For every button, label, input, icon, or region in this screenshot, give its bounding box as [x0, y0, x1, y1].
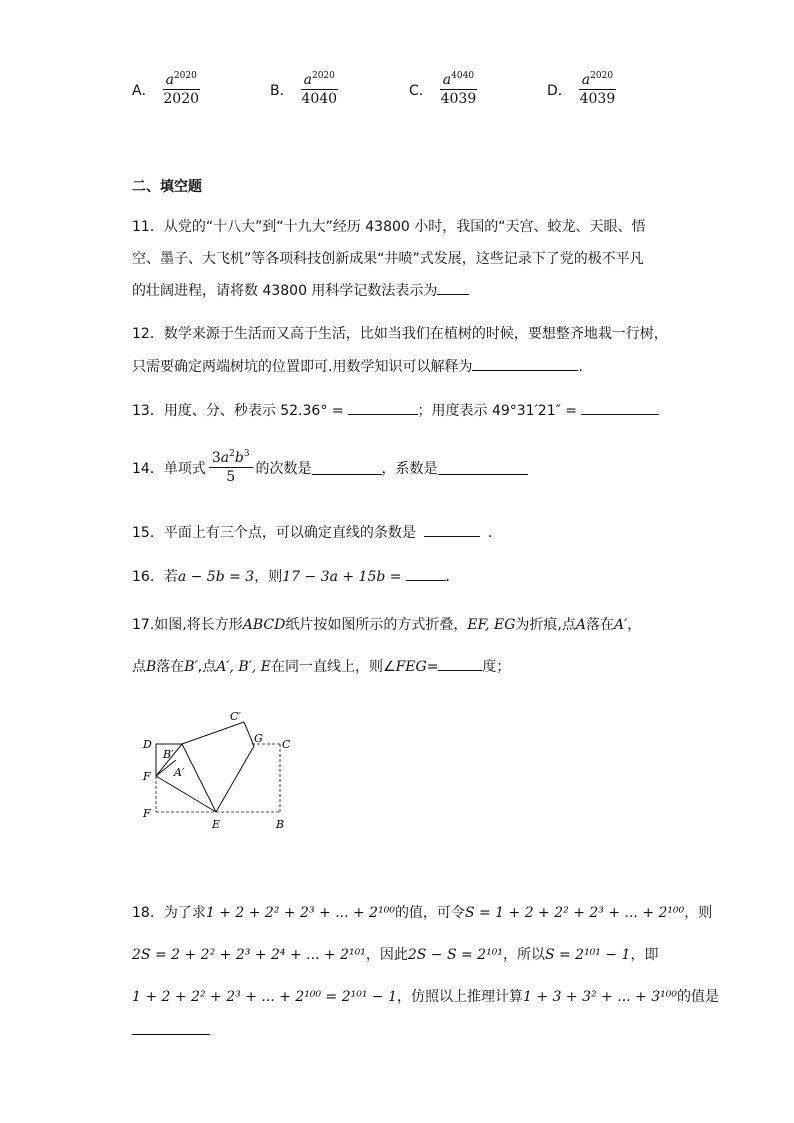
- monomial-coefficient: 3: [211, 450, 221, 466]
- edge-fa1: [156, 760, 176, 776]
- q18-math: 1 + 3 + 3² + ... + 3¹⁰⁰: [523, 989, 677, 1005]
- q17-math: FEG: [395, 659, 427, 675]
- q18-math: 1 + 2 + 2² + 2³ + ... + 2¹⁰⁰: [205, 905, 395, 921]
- q16-mid: ，则: [254, 569, 283, 585]
- q17-math: ABCD: [242, 617, 286, 633]
- fraction-exponent: 2020: [311, 71, 335, 81]
- monomial-exp-a: 2: [229, 449, 235, 459]
- label-g: G: [254, 732, 263, 745]
- option-fraction: [440, 72, 477, 107]
- q17-text: 纸片按如图所示的方式折叠，: [285, 617, 468, 633]
- answer-blank[interactable]: [438, 656, 482, 671]
- answer-blank[interactable]: [132, 1020, 210, 1035]
- option-c: [409, 72, 480, 107]
- q18-line2: [132, 944, 658, 964]
- q12-line1: 12．数学来源于生活而又高于生活，比如当我们在植树的时候，要想整齐地栽一行树，: [132, 326, 668, 342]
- q15-end: .: [487, 525, 493, 541]
- q17-line2: [132, 656, 510, 676]
- q18-line3: [132, 986, 719, 1006]
- q18-math: 1 + 2 + 2² + 2³ + ... + 2¹⁰⁰ = 2¹⁰¹ − 1: [132, 989, 398, 1005]
- q17-text: 度；: [482, 659, 511, 675]
- fraction-denominator: 4039: [440, 91, 477, 107]
- section-title: 二、填空题: [132, 179, 202, 195]
- option-letter: B．: [270, 82, 294, 99]
- q17-text: 落在: [156, 659, 185, 675]
- q17-text: ,点: [197, 659, 217, 675]
- q16-condition: a − 5b = 3: [177, 569, 255, 585]
- q17-text: =: [426, 659, 439, 675]
- fraction-base: a: [303, 72, 312, 88]
- option-d: [547, 72, 619, 107]
- q17-text: ，: [627, 617, 642, 633]
- answer-blank[interactable]: [348, 400, 418, 415]
- q16-end: .: [445, 569, 450, 585]
- q18-text: 18．为了求: [132, 905, 206, 921]
- q12-line2: [132, 356, 583, 376]
- answer-blank[interactable]: [312, 460, 382, 475]
- q17-text: 落在: [585, 617, 614, 633]
- fraction-base: a: [581, 72, 591, 88]
- answer-blank[interactable]: [406, 566, 446, 581]
- label-b-prime: B′: [163, 748, 174, 761]
- q14-prefix: 14．单项式: [132, 460, 206, 477]
- option-fraction: [579, 72, 616, 107]
- label-b: B: [276, 818, 285, 831]
- q18-text: ，仿照以上推理计算: [397, 989, 524, 1005]
- label-c-prime: C′: [230, 710, 241, 723]
- fraction-base: a: [442, 72, 452, 88]
- q17-text: 为折痕,点: [515, 617, 576, 633]
- q13-part-b: ；用度表示 49°31′21″ =: [417, 403, 578, 419]
- q17-math: A′: [613, 617, 628, 633]
- q16: [132, 566, 450, 586]
- q18-text: ，则: [684, 905, 713, 921]
- fraction-exponent: 4040: [451, 71, 475, 81]
- q17-text: 点: [132, 659, 146, 675]
- q14: [132, 450, 528, 485]
- q18-text: 的值，可令: [394, 905, 465, 921]
- q18-math: 2S = 2 + 2² + 2³ + 2⁴ + ... + 2¹⁰¹: [132, 947, 366, 963]
- label-d: D: [143, 738, 152, 751]
- fraction-denominator: 4039: [579, 91, 616, 107]
- q11-line3: [132, 280, 469, 300]
- folding-figure: [136, 704, 300, 834]
- option-a: [132, 72, 203, 107]
- option-letter: D．: [547, 82, 572, 99]
- q15-text: 15．平面上有三个点，可以确定直线的条数是: [132, 525, 416, 541]
- fraction-base: a: [165, 72, 174, 88]
- monomial-var-a: a: [220, 450, 230, 466]
- label-f: F: [143, 770, 151, 783]
- q16-prefix: 16．若: [132, 569, 178, 585]
- answer-blank[interactable]: [472, 356, 578, 371]
- q18-text: ，即: [630, 947, 659, 963]
- label-a-prime: A′: [174, 766, 185, 779]
- q14-mid2: ，系数是: [381, 460, 438, 477]
- option-fraction: [301, 72, 338, 107]
- label-f-lower: F: [143, 807, 151, 820]
- option-fraction: [163, 72, 200, 107]
- q17-text: 在同一直线上，则∠: [271, 659, 396, 675]
- answer-blank[interactable]: [437, 280, 469, 295]
- q17-math: A′, B′, E: [216, 659, 271, 675]
- monomial-exp-b: 3: [243, 449, 250, 459]
- q12-end: .: [578, 359, 583, 375]
- label-c: C: [282, 738, 291, 751]
- monomial-denominator: 5: [226, 469, 236, 485]
- q17-math: B: [146, 659, 157, 675]
- q17-line1: [132, 614, 641, 634]
- q13-part-a: 13．用度、分、秒表示 52.36° =: [132, 403, 344, 419]
- q18-math: S = 2¹⁰¹ − 1: [544, 947, 631, 963]
- q18-text: ，因此: [365, 947, 408, 963]
- option-letter: A．: [132, 82, 156, 99]
- q18-math: S = 1 + 2 + 2² + 2³ + ... + 2¹⁰⁰: [464, 905, 685, 921]
- q18-text: ，所以: [502, 947, 545, 963]
- q17-math: EF, EG: [467, 617, 516, 633]
- q17-math: B′: [184, 659, 198, 675]
- option-b: [270, 72, 341, 107]
- fraction-denominator: 2020: [163, 91, 200, 107]
- q12-line2-text: 只需要确定两端树坑的位置即可.用数学知识可以解释为: [132, 359, 473, 375]
- q17-math: A: [575, 617, 586, 633]
- q15: [132, 522, 492, 542]
- answer-blank[interactable]: [424, 522, 480, 537]
- q16-expression: 17 − 3a + 15b =: [282, 569, 402, 585]
- fraction-denominator: 4040: [301, 91, 338, 107]
- q14-mid: 的次数是: [255, 460, 312, 477]
- option-letter: C．: [409, 82, 433, 99]
- q17-text: 17.如图,将长方形: [132, 617, 243, 633]
- q18-answer-line: [132, 1020, 210, 1039]
- q18-text: 的值是: [676, 989, 719, 1005]
- answer-blank[interactable]: [581, 400, 659, 415]
- label-e: E: [212, 818, 221, 831]
- q11-line3-text: 的壮阔进程，请将数 43800 用科学记数法表示为: [132, 283, 438, 299]
- q13: [132, 400, 659, 420]
- monomial-var-b: b: [234, 450, 244, 466]
- q18-math: 2S − S = 2¹⁰¹: [407, 947, 503, 963]
- q11-line2: 空、墨子、大飞机”等各项科技创新成果“井喷”式发展，这些记录下了党的极不平凡: [132, 251, 644, 267]
- fraction-exponent: 2020: [590, 71, 614, 81]
- monomial-fraction: [209, 450, 253, 485]
- q11-line1: 11．从党的“十八大”到“十九大”经历 43800 小时，我国的“天宫、蛟龙、天眼、悟: [132, 219, 646, 235]
- answer-blank[interactable]: [438, 460, 528, 475]
- q18-line1: [132, 902, 712, 922]
- fraction-exponent: 2020: [173, 71, 197, 81]
